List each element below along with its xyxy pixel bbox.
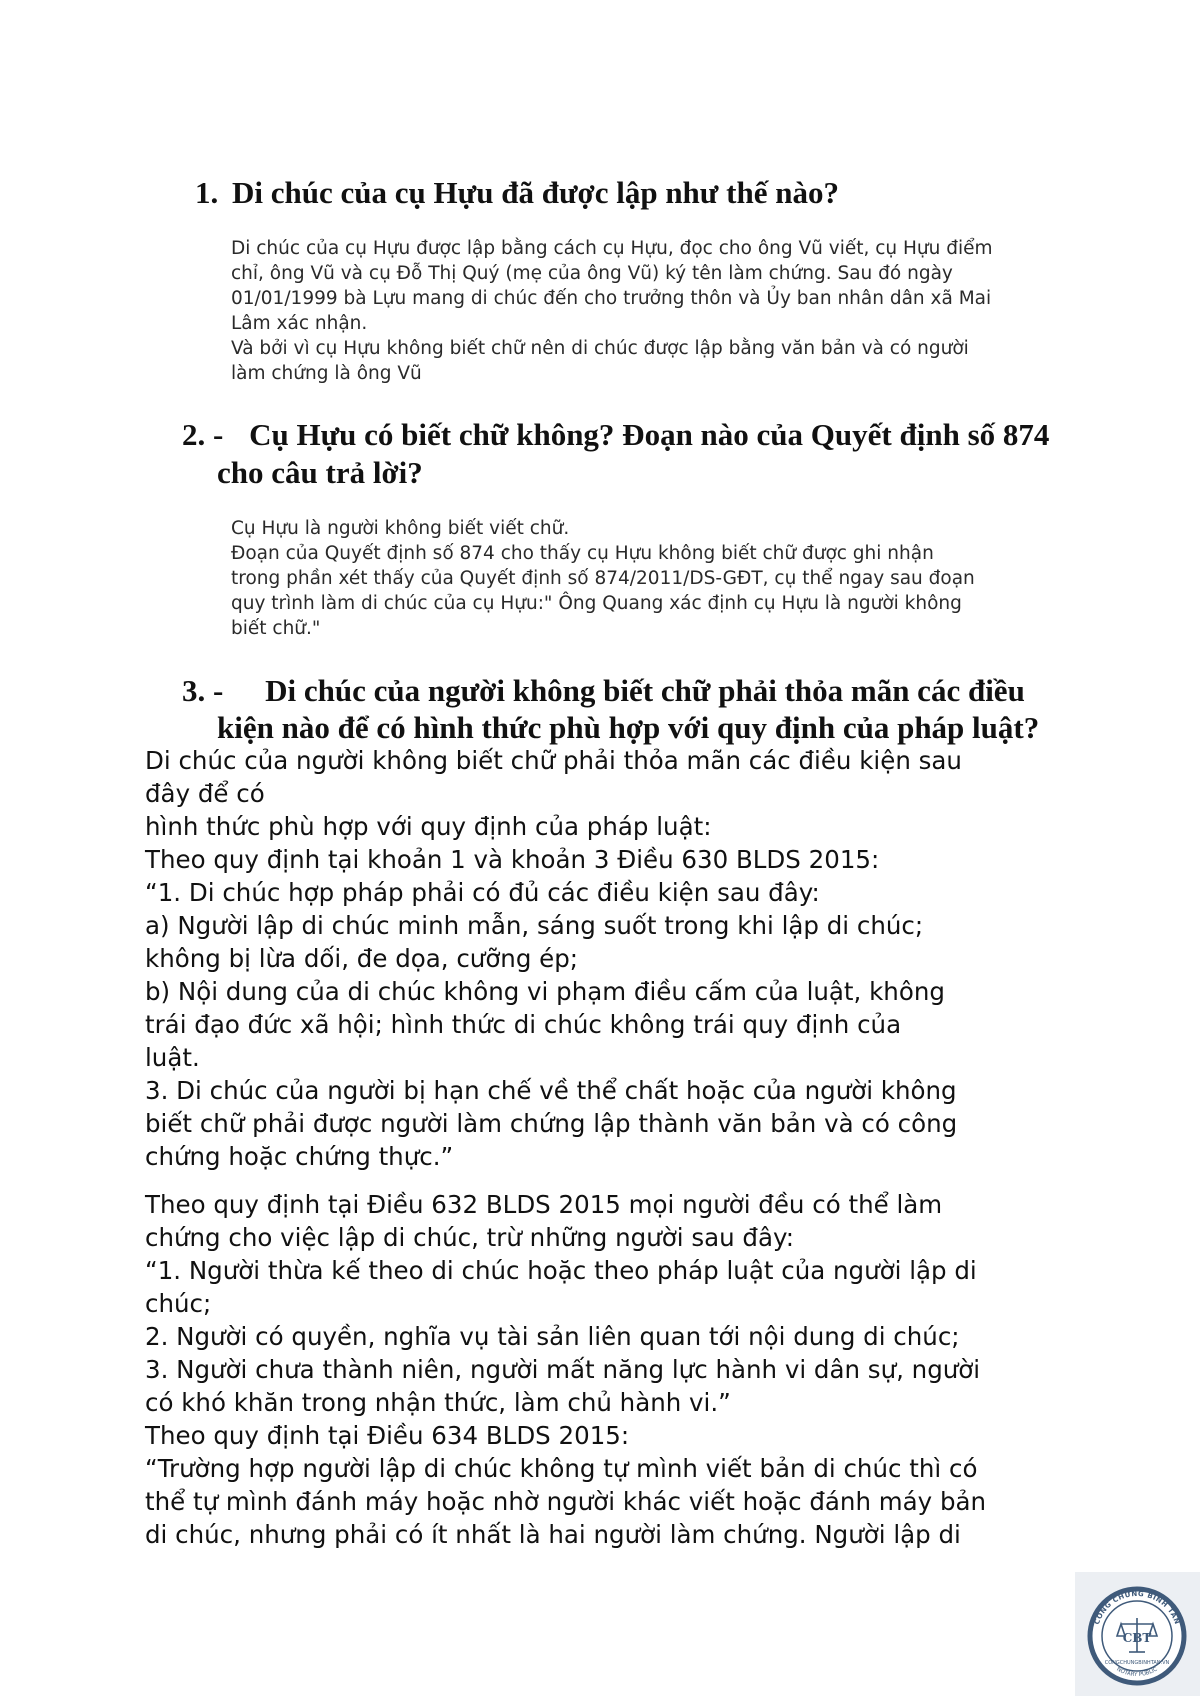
body-line: 2. Người có quyền, nghĩa vụ tài sản liên quan tới nội dung di chúc; [145, 1322, 960, 1351]
question-3-heading [182, 672, 1102, 709]
answer-line: Lâm xác nhận. [231, 313, 368, 334]
question-2-number: 2. - [182, 417, 224, 452]
body-line: di chúc, nhưng phải có ít nhất là hai người làm chứng. Người lập di [145, 1520, 961, 1549]
body-line: hình thức phù hợp với quy định của pháp luật: [145, 812, 712, 841]
body-line: 3. Người chưa thành niên, người mất năng lực hành vi dân sự, người [145, 1355, 981, 1384]
body-line: 3. Di chúc của người bị hạn chế về thể chất hoặc của người không [145, 1076, 957, 1105]
seal-top-text: CÔNG CHỨNG BÌNH TÂN [1092, 1589, 1182, 1626]
question-2-title-line2: cho câu trả lời? [217, 455, 423, 490]
answer-line: quy trình làm di chúc của cụ Hựu:" Ông Quang xác định cụ Hựu là người không [231, 593, 962, 614]
body-line: Di chúc của người không biết chữ phải thỏa mãn các điều kiện sau [145, 746, 962, 775]
question-2-heading [182, 416, 1102, 453]
body-line: chúc; [145, 1289, 212, 1318]
question-3-title-line2: kiện nào để có hình thức phù hợp với quy định của pháp luật? [217, 710, 1040, 745]
answer-line: Cụ Hựu là người không biết viết chữ. [231, 518, 570, 539]
answer-line: trong phần xét thấy của Quyết định số 874/2011/DS-GĐT, cụ thể ngay sau đoạn [231, 568, 975, 589]
seal-bottom-text: NOTARY PUBLIC [1115, 1666, 1159, 1679]
body-line: chứng hoặc chứng thực.” [145, 1142, 454, 1171]
question-3-number: 3. - [182, 673, 224, 708]
notary-seal-icon [1075, 1572, 1200, 1696]
answer-line: 01/01/1999 bà Lựu mang di chúc đến cho trưởng thôn và Ủy ban nhân dân xã Mai [231, 288, 992, 309]
answer-line: chỉ, ông Vũ và cụ Đỗ Thị Quý (mẹ của ông Vũ) ký tên làm chứng. Sau đó ngày [231, 263, 953, 284]
seal-side-text: CONGCHUNGBINHTAN.VN [1104, 1660, 1170, 1666]
answer-line: Đoạn của Quyết định số 874 cho thấy cụ Hựu không biết chữ được ghi nhận [231, 543, 934, 564]
question-2-answer [231, 516, 1101, 641]
body-line: chứng cho việc lập di chúc, trừ những người sau đây: [145, 1223, 794, 1252]
question-1-answer [231, 236, 1101, 386]
body-line: Theo quy định tại khoản 1 và khoản 3 Điều 630 BLDS 2015: [145, 845, 880, 874]
body-line: có khó khăn trong nhận thức, làm chủ hành vi.” [145, 1388, 731, 1417]
question-3-title-line1: Di chúc của người không biết chữ phải thỏa mãn các điều [265, 673, 1025, 708]
body-line: “1. Di chúc hợp pháp phải có đủ các điều kiện sau đây: [145, 878, 820, 907]
body-line: Theo quy định tại Điều 632 BLDS 2015 mọi người đều có thể làm [145, 1190, 943, 1219]
body-line: b) Nội dung của di chúc không vi phạm điều cấm của luật, không [145, 977, 945, 1006]
answer-line: biết chữ." [231, 618, 321, 639]
body-line: thể tự mình đánh máy hoặc nhờ người khác viết hoặc đánh máy bản [145, 1487, 987, 1516]
body-line: a) Người lập di chúc minh mẫn, sáng suốt trong khi lập di chúc; [145, 911, 924, 940]
question-3-heading-cont [217, 709, 1097, 746]
answer-line: Di chúc của cụ Hựu được lập bằng cách cụ Hựu, đọc cho ông Vũ viết, cụ Hựu điểm [231, 238, 993, 259]
seal-initials: CBT [1122, 1631, 1152, 1645]
answer-line: làm chứng là ông Vũ [231, 363, 422, 384]
question-1-title: Di chúc của cụ Hựu đã được lập như thế nào? [232, 175, 839, 210]
body-line: biết chữ phải được người làm chứng lập thành văn bản và có công [145, 1109, 958, 1138]
answer-3-block-2 [145, 1188, 1080, 1551]
body-line: trái đạo đức xã hội; hình thức di chúc không trái quy định của [145, 1010, 902, 1039]
body-line: không bị lừa dối, đe dọa, cưỡng ép; [145, 944, 579, 973]
answer-line: Và bởi vì cụ Hựu không biết chữ nên di chúc được lập bằng văn bản và có người [231, 338, 969, 359]
body-line: luật. [145, 1043, 200, 1072]
body-line: “Trường hợp người lập di chúc không tự mình viết bản di chúc thì có [145, 1454, 978, 1483]
answer-3-block-1 [145, 744, 1080, 1173]
body-line: Theo quy định tại Điều 634 BLDS 2015: [145, 1421, 630, 1450]
question-2-heading-cont [217, 454, 1097, 491]
body-line: đây để có [145, 779, 265, 808]
body-line: “1. Người thừa kế theo di chúc hoặc theo pháp luật của người lập di [145, 1256, 977, 1285]
notary-seal-watermark [1075, 1572, 1200, 1696]
question-1-heading [195, 174, 1095, 211]
question-1-number: 1. [195, 175, 219, 210]
question-2-title-line1: Cụ Hựu có biết chữ không? Đoạn nào của Quyết định số 874 [249, 417, 1050, 452]
